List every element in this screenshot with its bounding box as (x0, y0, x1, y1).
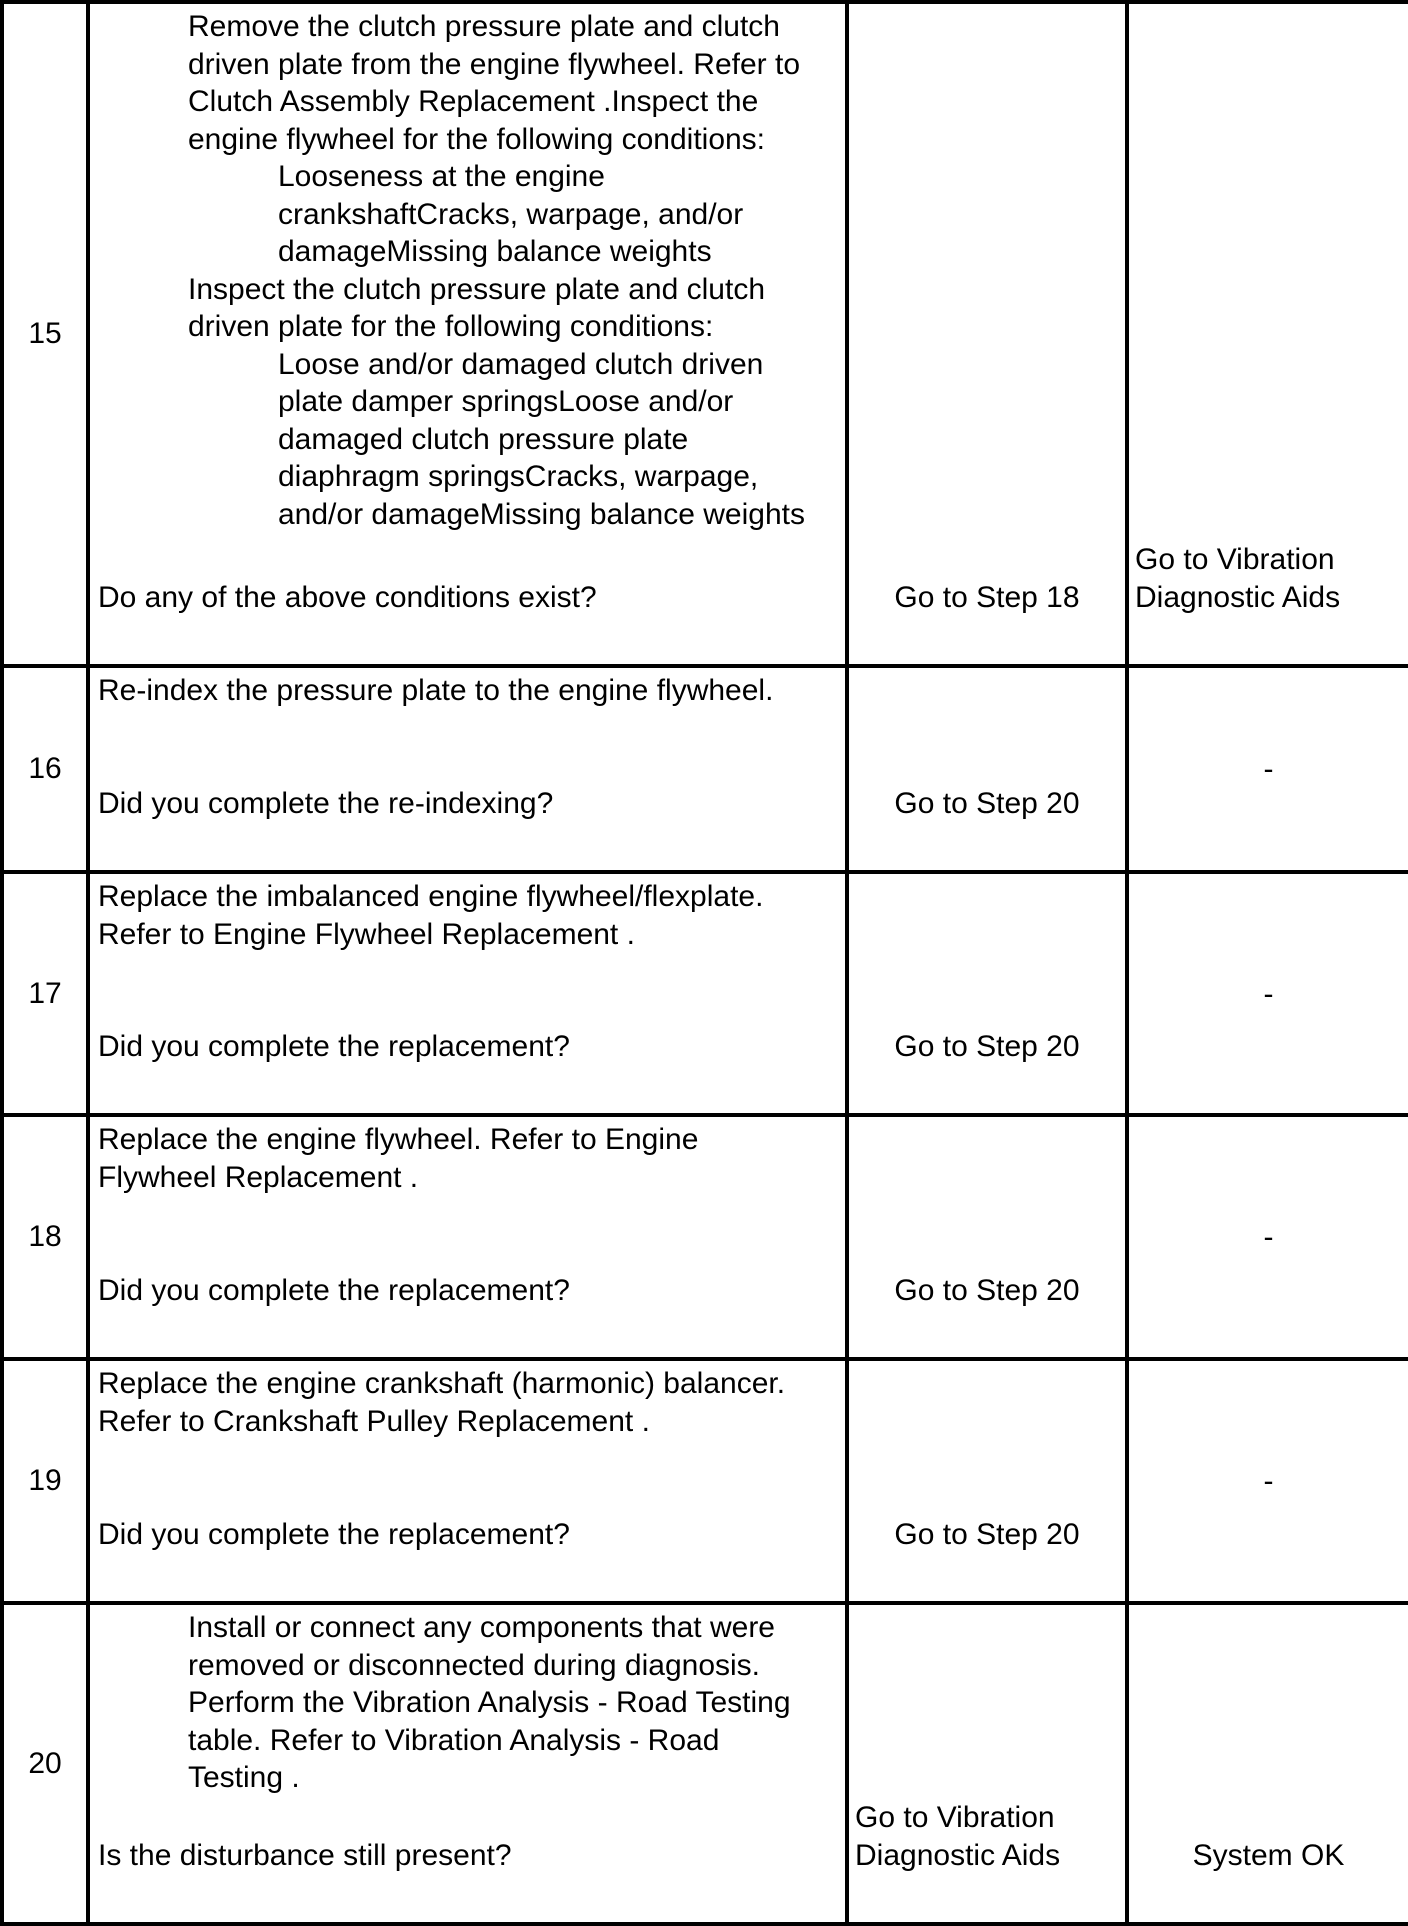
action-text-block (98, 1609, 839, 1797)
condition-item: diaphragm springsCracks, warpage, (278, 460, 759, 493)
no-cell (1127, 872, 1408, 1115)
condition-item: damageMissing balance weights (278, 235, 712, 268)
yes-cell (847, 666, 1127, 872)
step-number: 15 (2, 2, 88, 666)
condition-item: plate damper springsLoose and/or (278, 385, 734, 418)
table-row (2, 2, 1408, 666)
action-text-block (98, 8, 839, 158)
action-line: Flywheel Replacement . (98, 1160, 419, 1194)
table-row (2, 666, 1408, 872)
condition-item: crankshaftCracks, warpage, and/or (278, 197, 744, 231)
condition-item: Looseness at the engine (278, 160, 605, 193)
step-number: 20 (2, 1603, 88, 1924)
yes-cell (847, 2, 1127, 666)
yes-answer: Go to Step 20 (894, 1273, 1080, 1307)
action-line: Replace the engine crankshaft (harmonic) balancer. (98, 1367, 786, 1400)
question-text: Did you complete the replacement? (98, 1029, 570, 1063)
action-text-block (98, 271, 839, 346)
action-line: driven plate for the following conditions: (188, 310, 714, 343)
no-answer: - (1263, 1220, 1274, 1254)
condition-item: Loose and/or damaged clutch driven (278, 347, 764, 381)
action-line: table. Refer to Vibration Analysis - Road (188, 1723, 720, 1757)
action-line: Refer to Crankshaft Pulley Replacement . (98, 1404, 650, 1438)
action-line: Replace the imbalanced engine flywheel/flexplate. (98, 880, 764, 913)
action-cell (88, 2, 847, 666)
yes-cell (847, 1359, 1127, 1603)
question-text: Do any of the above conditions exist? (98, 580, 597, 614)
action-cell (88, 1603, 847, 1924)
no-answer-line: Go to Vibration (1135, 543, 1335, 576)
yes-answer (855, 1799, 1125, 1874)
question-text: Did you complete the re-indexing? (98, 786, 554, 820)
yes-answer-line: Go to Vibration (855, 1801, 1055, 1834)
yes-answer: Go to Step 20 (894, 1029, 1080, 1063)
no-answer: System OK (1192, 1838, 1345, 1872)
question-text: Did you complete the replacement? (98, 1273, 570, 1307)
action-line: removed or disconnected during diagnosis. (188, 1648, 761, 1682)
flywheel-conditions-list (98, 158, 839, 271)
action-line: Remove the clutch pressure plate and clutch (188, 10, 780, 43)
no-cell (1127, 1115, 1408, 1359)
table-row (2, 1359, 1408, 1603)
no-cell (1127, 666, 1408, 872)
yes-cell (847, 1603, 1127, 1924)
step-number: 16 (2, 666, 88, 872)
yes-cell (847, 1115, 1127, 1359)
no-cell (1127, 1359, 1408, 1603)
action-line: Re-index the pressure plate to the engine flywheel. (98, 674, 774, 707)
action-cell (88, 666, 847, 872)
yes-answer: Go to Step 18 (894, 580, 1080, 614)
action-cell (88, 872, 847, 1115)
action-line: Replace the engine flywheel. Refer to Engine (98, 1123, 699, 1156)
action-line: Inspect the clutch pressure plate and clutch (188, 272, 766, 306)
action-line: Clutch Assembly Replacement .Inspect the (188, 85, 759, 118)
yes-answer: Go to Step 20 (894, 786, 1080, 820)
clutch-conditions-list (98, 346, 839, 534)
yes-answer: Go to Step 20 (894, 1517, 1080, 1551)
yes-answer-line: Diagnostic Aids (855, 1838, 1061, 1872)
action-line: Perform the Vibration Analysis - Road Testing (188, 1686, 791, 1719)
step-number: 18 (2, 1115, 88, 1359)
action-line: Testing . (188, 1761, 300, 1794)
step-number: 19 (2, 1359, 88, 1603)
action-line: Install or connect any components that were (188, 1611, 775, 1644)
no-cell (1127, 1603, 1408, 1924)
no-answer (1135, 541, 1408, 616)
condition-item: damaged clutch pressure plate (278, 422, 689, 456)
yes-cell (847, 872, 1127, 1115)
no-answer: - (1263, 752, 1274, 786)
table-row (2, 1115, 1408, 1359)
action-line: driven plate from the engine flywheel. Refer to (188, 47, 800, 81)
no-answer: - (1263, 976, 1274, 1010)
action-line: engine flywheel for the following conditions: (188, 122, 766, 156)
question-text: Did you complete the replacement? (98, 1517, 570, 1551)
table-row (2, 872, 1408, 1115)
action-cell (88, 1359, 847, 1603)
action-line: Refer to Engine Flywheel Replacement . (98, 917, 635, 951)
condition-item: and/or damageMissing balance weights (278, 497, 805, 531)
no-answer: - (1263, 1464, 1274, 1498)
step-number: 17 (2, 872, 88, 1115)
action-cell (88, 1115, 847, 1359)
table-row (2, 1603, 1408, 1924)
question-text: Is the disturbance still present? (98, 1838, 512, 1872)
no-cell (1127, 2, 1408, 666)
no-answer-line: Diagnostic Aids (1135, 580, 1341, 614)
